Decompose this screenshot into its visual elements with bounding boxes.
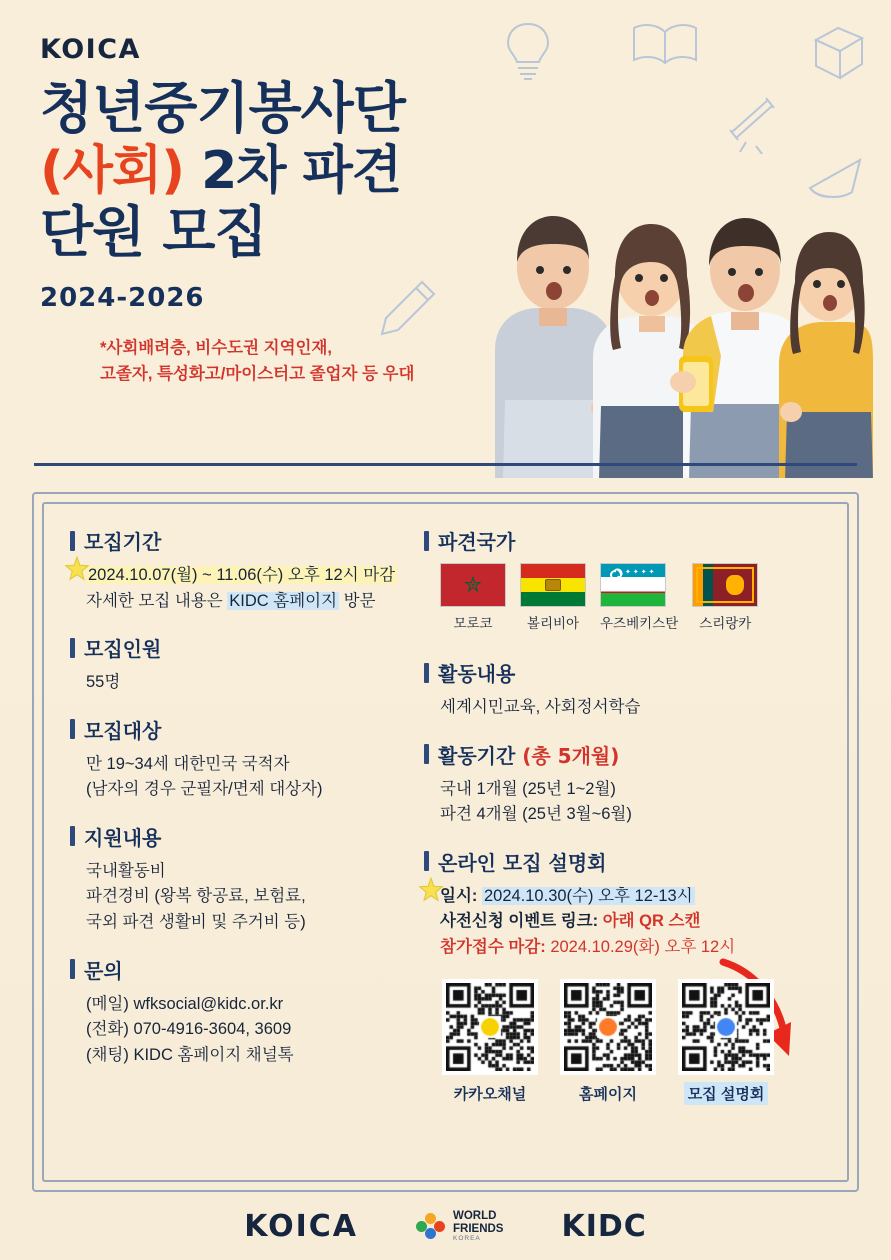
- recruit-period-dates: [86, 563, 410, 589]
- people-illustration: [443, 150, 873, 478]
- section-body: [70, 992, 410, 1069]
- qr-item[interactable]: [442, 979, 538, 1105]
- support-line-3: 국외 파견 생활비 및 주거비 등): [86, 912, 306, 931]
- section-recruit-period: [70, 526, 410, 614]
- footer-worldfriends-logo: [416, 1210, 503, 1241]
- title-line-2-rest: 2차 파견: [184, 140, 402, 201]
- qr-item[interactable]: [678, 979, 774, 1105]
- section-body: [70, 670, 410, 696]
- worldfriends-line-1: WORLD: [453, 1210, 497, 1223]
- flag-item: [692, 563, 758, 632]
- emblem-icon: [545, 579, 561, 591]
- worldfriends-line-2: FRIENDS: [453, 1222, 504, 1235]
- note-line-1: *사회배려층, 비수도권 지역인재,: [100, 338, 332, 357]
- duration-line-1: 국내 1개월 (25년 1~2월): [440, 779, 616, 798]
- contact-chat[interactable]: (채팅) KIDC 홈페이지 채널톡: [86, 1045, 294, 1064]
- flag-list: [424, 563, 821, 632]
- section-body: [424, 777, 821, 828]
- info-column-left: [70, 526, 410, 1158]
- section-headcount: [70, 633, 410, 696]
- title-line-1: 청년중기봉사단: [40, 76, 405, 140]
- section-bar: [70, 826, 75, 846]
- section-activity: [424, 658, 821, 721]
- section-title: 활동내용: [438, 662, 516, 686]
- flag-caption: 우즈베키스탄: [600, 616, 679, 631]
- flag-caption: 스리랑카: [699, 616, 752, 631]
- note-line-2: 고졸자, 특성화고/마이스터고 졸업자 등 우대: [100, 365, 415, 384]
- section-bar: [424, 851, 429, 871]
- program-years: 2024-2026: [40, 282, 205, 313]
- bolivia-flag-icon: [520, 563, 586, 607]
- section-duration: [424, 740, 821, 828]
- section-title: 모집기간: [84, 530, 162, 554]
- eligibility-line-1: 만 19~34세 대한민국 국적자: [86, 754, 290, 773]
- crescent-icon: [608, 568, 622, 582]
- section-title: 모집인원: [84, 637, 162, 662]
- section-bar: [70, 531, 75, 551]
- eligibility-line-2: (남자의 경우 군필자/면제 대상자): [86, 780, 323, 799]
- koica-logo: KOICA: [40, 34, 141, 65]
- briefing-link-label: 사전신청 이벤트 링크:: [440, 912, 603, 931]
- section-body: [70, 859, 410, 936]
- qr-kakao-channel[interactable]: [442, 979, 538, 1075]
- briefing-deadline-value: 2024.10.29(화) 오후 12시: [550, 937, 736, 956]
- support-line-1: 국내활동비: [86, 861, 166, 880]
- section-title: 문의: [84, 958, 123, 983]
- qr-caption: 카카오채널: [453, 1086, 527, 1104]
- headcount-value: 55명: [86, 673, 121, 692]
- flag-caption: 볼리비아: [526, 616, 580, 631]
- book-doodle: [630, 20, 700, 68]
- briefing-deadline-label: 참가접수 마감:: [440, 937, 551, 956]
- detail-post: 방문: [339, 591, 376, 610]
- briefing-datetime-label: 일시:: [440, 886, 482, 905]
- contact-email[interactable]: (메일) wfksocial@kidc.or.kr: [86, 994, 284, 1013]
- section-bar: [424, 744, 429, 764]
- info-panel: [32, 492, 859, 1192]
- briefing-datetime-value: 2024.10.30(수) 오후 12-13시: [483, 886, 693, 905]
- qr-caption: 모집 설명회: [684, 1082, 769, 1105]
- detail-pre: 자세한 모집 내용은: [86, 591, 228, 610]
- section-contact: [70, 955, 410, 1069]
- section-body: [424, 884, 821, 961]
- section-bar: [70, 959, 75, 979]
- briefing-link-value: 아래 QR 스캔: [602, 912, 701, 931]
- title-accent: (사회): [40, 140, 184, 201]
- footer-kidc-logo: KIDC: [561, 1208, 647, 1244]
- star-icon: [418, 877, 444, 903]
- duration-title-sub: (총 5개월): [522, 743, 620, 768]
- briefing-datetime: [440, 884, 821, 910]
- section-briefing: [424, 847, 821, 961]
- section-title: 파견국가: [438, 530, 516, 554]
- section-bar: [424, 531, 429, 551]
- qr-briefing[interactable]: [678, 979, 774, 1075]
- bulb-doodle: [500, 18, 556, 84]
- section-eligibility: [70, 715, 410, 803]
- section-bar: [424, 663, 429, 683]
- pentagram-icon: ✮: [463, 572, 483, 597]
- flag-caption: 모로코: [453, 616, 493, 631]
- section-support: [70, 822, 410, 936]
- info-column-right: [416, 526, 821, 1158]
- footer-koica-logo: KOICA: [244, 1208, 358, 1244]
- section-bar: [70, 638, 75, 658]
- uzbekistan-flag-icon: [600, 563, 666, 607]
- telescope-doodle: [722, 92, 792, 154]
- briefing-link: [440, 909, 821, 935]
- section-title: 온라인 모집 설명회: [438, 850, 607, 875]
- recruit-period-detail: [86, 589, 410, 615]
- star-icon: [64, 556, 90, 582]
- flag-item: [520, 563, 586, 632]
- poster-footer: [0, 1192, 891, 1260]
- kidc-homepage-link[interactable]: KIDC 홈페이지: [229, 591, 338, 610]
- worldfriends-mark-icon: [416, 1213, 446, 1239]
- stars-icon: ✦✦✦✦: [625, 569, 657, 576]
- section-title: 지원내용: [84, 825, 162, 850]
- section-title: [438, 740, 619, 769]
- title-line-3: 단원 모집: [40, 200, 267, 265]
- flag-item: [600, 563, 678, 632]
- activity-value: 세계시민교육, 사회정서학습: [440, 698, 641, 716]
- srilanka-flag-icon: [692, 563, 758, 607]
- flag-item: [440, 563, 506, 632]
- duration-title: 활동기간: [438, 743, 516, 768]
- duration-line-2: 파견 4개월 (25년 3월~6월): [440, 805, 632, 824]
- section-countries: [424, 526, 821, 632]
- flag-frame: [696, 567, 754, 603]
- section-title: 모집대상: [84, 718, 162, 743]
- morocco-flag-icon: [440, 563, 506, 607]
- cube-doodle: [808, 22, 870, 84]
- contact-phone[interactable]: (전화) 070-4916-3604, 3609: [86, 1020, 292, 1039]
- pencil-doodle: [372, 276, 440, 340]
- worldfriends-sub: KOREA: [453, 1234, 481, 1242]
- qr-homepage[interactable]: [560, 979, 656, 1075]
- qr-code-list: [424, 979, 821, 1105]
- header-divider: [34, 463, 857, 466]
- qr-item[interactable]: [560, 979, 656, 1105]
- recruit-period-dates-text: 2024.10.07(월) ~ 11.06(수) 오후 12시 마감: [88, 566, 396, 584]
- support-line-2: 파견경비 (왕복 항공료, 보험료,: [86, 887, 306, 906]
- qr-caption: 홈페이지: [579, 1086, 637, 1104]
- section-body: [70, 563, 410, 614]
- section-body: [70, 752, 410, 803]
- section-body: [424, 695, 821, 721]
- section-bar: [70, 719, 75, 739]
- poster-header: [0, 0, 891, 478]
